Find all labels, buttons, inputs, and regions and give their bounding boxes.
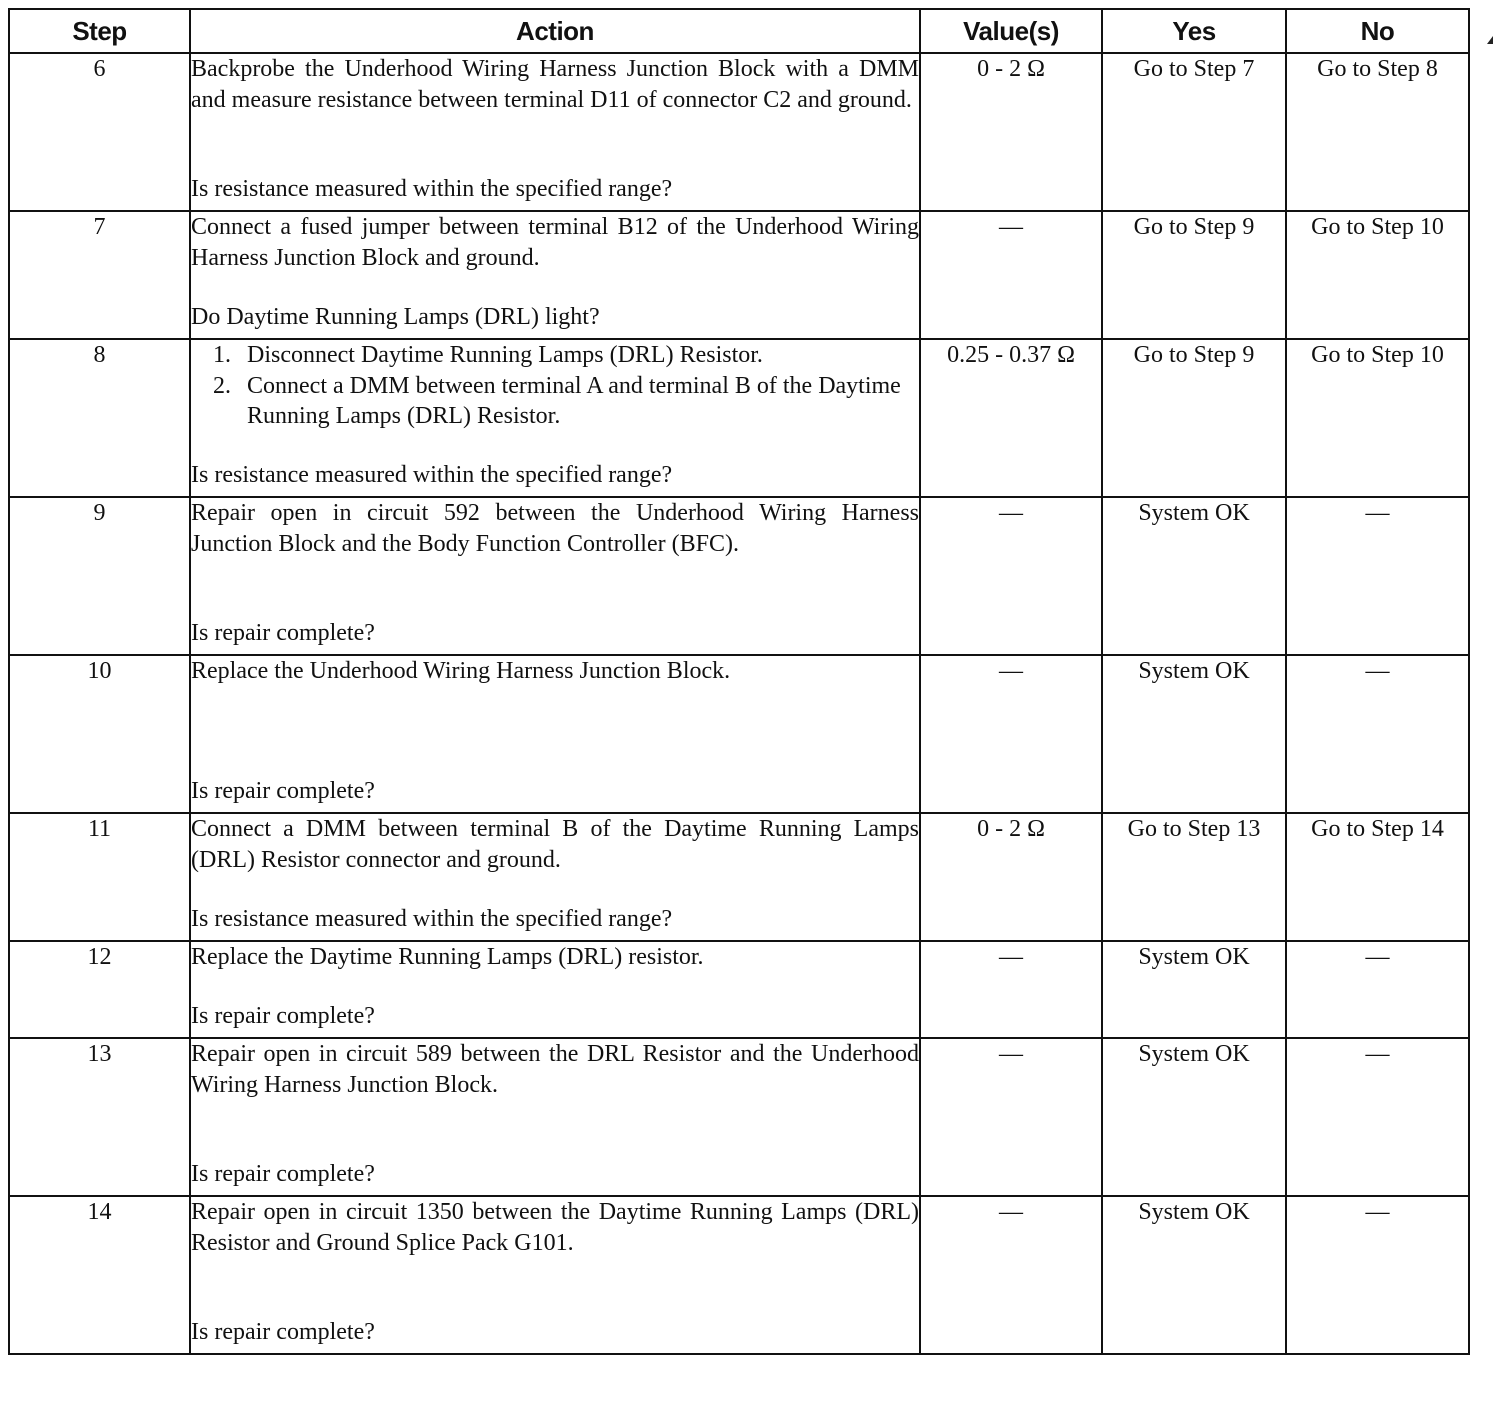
action-text: Replace the Underhood Wiring Harness Junction Block. bbox=[191, 658, 731, 684]
action-step-item bbox=[213, 371, 919, 432]
corner-mark bbox=[1487, 36, 1493, 44]
action-cell bbox=[190, 53, 920, 211]
action-question: Is resistance measured within the specified range? bbox=[191, 905, 673, 932]
header-values: Value(s) bbox=[920, 9, 1102, 53]
header-no: No bbox=[1286, 9, 1469, 53]
action-step-text: Connect a DMM between terminal A and terminal B of the Daytime Running Lamps (DRL) Resistor. bbox=[247, 372, 901, 429]
table-row bbox=[9, 1196, 1469, 1354]
table-row bbox=[9, 655, 1469, 813]
yes-cell: System OK bbox=[1102, 655, 1286, 813]
table-row bbox=[9, 813, 1469, 941]
action-text: Repair open in circuit 589 between the DRL Resistor and the Underhood Wiring Harness Junction Block. bbox=[191, 1041, 919, 1098]
table-row bbox=[9, 941, 1469, 1038]
action-text: Repair open in circuit 1350 between the Daytime Running Lamps (DRL) Resistor and Ground Splice Pack G101. bbox=[191, 1199, 919, 1256]
value-cell: — bbox=[920, 497, 1102, 655]
step-number: 13 bbox=[9, 1038, 190, 1196]
table-row bbox=[9, 339, 1469, 497]
no-cell: Go to Step 8 bbox=[1286, 53, 1469, 211]
header-step: Step bbox=[9, 9, 190, 53]
table-row bbox=[9, 497, 1469, 655]
action-text: Connect a fused jumper between terminal B12 of the Underhood Wiring Harness Junction Block and ground. bbox=[191, 214, 919, 271]
yes-cell: System OK bbox=[1102, 1038, 1286, 1196]
step-number: 6 bbox=[9, 53, 190, 211]
no-cell: — bbox=[1286, 655, 1469, 813]
value-cell: — bbox=[920, 1038, 1102, 1196]
yes-cell: System OK bbox=[1102, 1196, 1286, 1354]
no-cell: — bbox=[1286, 1038, 1469, 1196]
action-steps-list bbox=[191, 340, 919, 432]
action-question: Is repair complete? bbox=[191, 619, 375, 646]
action-question: Is resistance measured within the specified range? bbox=[191, 461, 673, 488]
value-cell: — bbox=[920, 941, 1102, 1038]
action-question: Do Daytime Running Lamps (DRL) light? bbox=[191, 303, 600, 330]
step-number: 9 bbox=[9, 497, 190, 655]
yes-cell: System OK bbox=[1102, 497, 1286, 655]
step-number: 11 bbox=[9, 813, 190, 941]
no-cell: — bbox=[1286, 941, 1469, 1038]
action-question: Is repair complete? bbox=[191, 777, 375, 804]
step-number: 12 bbox=[9, 941, 190, 1038]
value-cell: — bbox=[920, 211, 1102, 339]
action-step-item bbox=[213, 340, 919, 371]
header-action: Action bbox=[190, 9, 920, 53]
diagnostic-table bbox=[8, 8, 1470, 1355]
value-cell: — bbox=[920, 1196, 1102, 1354]
value-cell: 0.25 - 0.37 Ω bbox=[920, 339, 1102, 497]
action-cell bbox=[190, 497, 920, 655]
action-text: Backprobe the Underhood Wiring Harness Junction Block with a DMM and measure resistance between terminal D11 of connector C2 and ground. bbox=[191, 56, 919, 113]
action-step-number: 1. bbox=[213, 342, 231, 368]
no-cell: Go to Step 10 bbox=[1286, 339, 1469, 497]
yes-cell: Go to Step 9 bbox=[1102, 211, 1286, 339]
action-cell bbox=[190, 941, 920, 1038]
action-cell bbox=[190, 1196, 920, 1354]
action-question: Is resistance measured within the specified range? bbox=[191, 175, 673, 202]
action-step-text: Disconnect Daytime Running Lamps (DRL) Resistor. bbox=[247, 342, 763, 368]
yes-cell: System OK bbox=[1102, 941, 1286, 1038]
step-number: 14 bbox=[9, 1196, 190, 1354]
action-cell bbox=[190, 211, 920, 339]
action-text: Connect a DMM between terminal B of the Daytime Running Lamps (DRL) Resistor connector and ground. bbox=[191, 816, 919, 873]
value-cell: 0 - 2 Ω bbox=[920, 53, 1102, 211]
action-cell bbox=[190, 339, 920, 497]
value-cell: 0 - 2 Ω bbox=[920, 813, 1102, 941]
action-cell bbox=[190, 1038, 920, 1196]
value-cell: — bbox=[920, 655, 1102, 813]
no-cell: Go to Step 14 bbox=[1286, 813, 1469, 941]
yes-cell: Go to Step 7 bbox=[1102, 53, 1286, 211]
no-cell: — bbox=[1286, 1196, 1469, 1354]
action-question: Is repair complete? bbox=[191, 1160, 375, 1187]
action-text: Replace the Daytime Running Lamps (DRL) resistor. bbox=[191, 944, 704, 970]
table-row bbox=[9, 1038, 1469, 1196]
step-number: 10 bbox=[9, 655, 190, 813]
action-cell bbox=[190, 655, 920, 813]
no-cell: Go to Step 10 bbox=[1286, 211, 1469, 339]
action-text: Repair open in circuit 592 between the Underhood Wiring Harness Junction Block and the Body Function Controller (BFC). bbox=[191, 500, 919, 557]
action-question: Is repair complete? bbox=[191, 1318, 375, 1345]
table-row bbox=[9, 211, 1469, 339]
step-number: 7 bbox=[9, 211, 190, 339]
action-question: Is repair complete? bbox=[191, 1002, 375, 1029]
yes-cell: Go to Step 13 bbox=[1102, 813, 1286, 941]
action-step-number: 2. bbox=[213, 372, 231, 399]
header-yes: Yes bbox=[1102, 9, 1286, 53]
yes-cell: Go to Step 9 bbox=[1102, 339, 1286, 497]
step-number: 8 bbox=[9, 339, 190, 497]
action-cell bbox=[190, 813, 920, 941]
table-row bbox=[9, 53, 1469, 211]
table-header-row bbox=[9, 9, 1469, 53]
no-cell: — bbox=[1286, 497, 1469, 655]
